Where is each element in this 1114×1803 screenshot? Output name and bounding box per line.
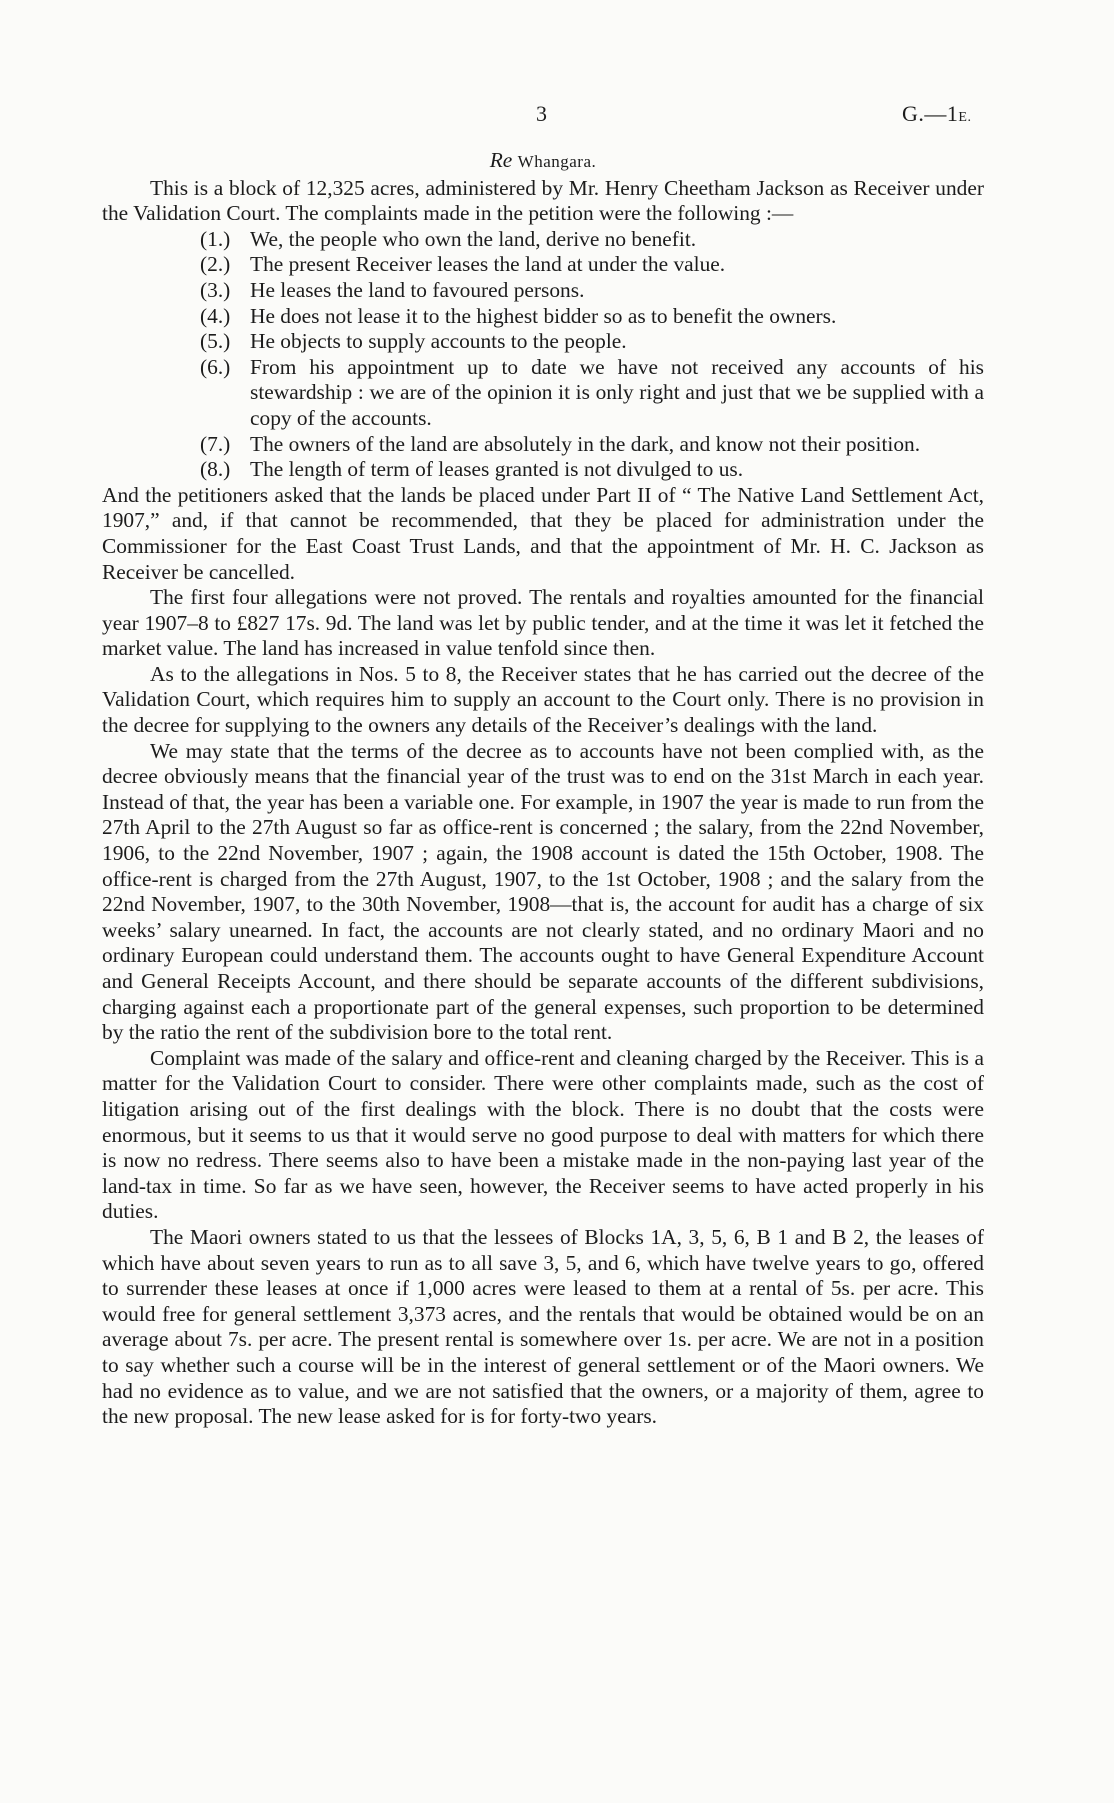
item-number: (6.) xyxy=(200,354,231,379)
reference-suffix: E. xyxy=(958,110,972,125)
list-item xyxy=(200,278,984,304)
item-number: (3.) xyxy=(200,277,231,302)
complaints-list xyxy=(102,227,984,483)
document-reference xyxy=(902,101,971,127)
item-number: (8.) xyxy=(200,457,231,482)
item-text: He does not lease it to the highest bidder so as to benefit the owners. xyxy=(250,303,837,328)
intro-paragraph: This is a block of 12,325 acres, administered by Mr. Henry Cheetham Jackson as Receiver under the Validation Court. The complaints made in the petition were the following :— xyxy=(102,175,984,226)
receiver-statement-paragraph: As to the allegations in Nos. 5 to 8, the Receiver states that he has carried out the decree of the Validation Court, which requires him to supply an account to the Court only. There is no provision in the decree for supplying to the owners any details of the Receiver’s dealings with the land. xyxy=(102,661,984,738)
accounts-paragraph: We may state that the terms of the decree as to accounts have not been complied with, as the decree obviously means that the financial year of the trust was to end on the 31st March in each year. Instead of that, the year has been a variable one. For example, in 1907 the year is made to run from the 27th April to the 27th August so far as office-rent is concerned ; the salary, from the 22nd November, 1906, to the 22nd November, 1907 ; again, the 1908 account is dated the 15th October, 1908. The office-rent is charged from the 27th August, 1907, to the 1st October, 1908 ; and the salary from the 22nd November, 1907, to the 30th November, 1908—that is, the account for audit has a charge of six weeks’ salary unearned. In fact, the accounts are not clearly stated, and no ordinary Maori and no ordinary European could understand them. The accounts ought to have General Expenditure Account and General Receipts Account, and there should be separate accounts of the different subdivisions, charging against each a proportionate part of the general expenses, such proportion to be determined by the ratio the rent of the subdivision bore to the total rent. xyxy=(102,738,984,1045)
item-text: We, the people who own the land, derive no benefit. xyxy=(250,226,697,251)
list-item xyxy=(200,432,984,458)
item-text: From his appointment up to date we have not received any accounts of his stewardship : we are of the opinion it is only right and just that we be supplied with a copy of the accounts. xyxy=(250,354,984,430)
list-item xyxy=(200,227,984,253)
list-item xyxy=(200,355,984,432)
item-number: (7.) xyxy=(200,431,231,456)
document-body xyxy=(102,148,984,1430)
item-text: He objects to supply accounts to the people. xyxy=(250,329,627,354)
list-item xyxy=(200,457,984,483)
item-text: The length of term of leases granted is not divulged to us. xyxy=(250,457,744,482)
petition-request-paragraph: And the petitioners asked that the lands be placed under Part II of “ The Native Land Settlement Act, 1907,” and, if that cannot be recommended, that they be placed for administration under the Commissioner for the East Coast Trust Lands, and that the appointment of Mr. H. C. Jackson as Receiver be cancelled. xyxy=(102,482,984,584)
item-number: (2.) xyxy=(200,252,231,277)
complaints-paragraph: Complaint was made of the salary and office-rent and cleaning charged by the Receiver. This is a matter for the Validation Court to consider. There were other complaints made, such as the cost of litigation arising out of the first dealings with the block. There is no doubt that the costs were enormous, but it seems to us that it would serve no good purpose to deal with matters for which there is now no redress. There seems also to have been a mistake made in the non-paying last year of the land-tax in time. So far as we have seen, however, the Receiver seems to have acted properly in his duties. xyxy=(102,1045,984,1224)
list-item xyxy=(200,329,984,355)
reference-main: G.—1 xyxy=(902,101,959,126)
item-number: (5.) xyxy=(200,329,231,354)
item-text: The present Receiver leases the land at under the value. xyxy=(250,252,726,277)
allegations-paragraph: The first four allegations were not proved. The rentals and royalties amounted for the financial year 1907–8 to £827 17s. 9d. The land was let by public tender, and at the time it was let it fetched the market value. The land has increased in value tenfold since then. xyxy=(102,585,984,661)
list-item xyxy=(200,252,984,278)
section-heading-name: Whangara. xyxy=(517,152,597,171)
section-heading-prefix: Re xyxy=(489,148,513,172)
page-number: 3 xyxy=(536,101,547,126)
item-number: (1.) xyxy=(200,226,231,251)
list-item xyxy=(200,304,984,330)
proposal-paragraph: The Maori owners stated to us that the lessees of Blocks 1A, 3, 5, 6, B 1 and B 2, the leases of which have about seven years to run as to all save 3, 5, and 6, which have twelve years to go, offered to surrender these leases at once if 1,000 acres were leased to them at a rental of 5s. per acre. This would free for general settlement 3,373 acres, and the rentals that would be obtained would be on an average about 7s. per acre. The present rental is somewhere over 1s. per acre. We are not in a position to say whether such a course will be in the interest of general settlement or of the Maori owners. We had no evidence as to value, and we are not satisfied that the owners, or a majority of them, agree to the new proposal. The new lease asked for is for forty-two years. xyxy=(102,1224,984,1429)
item-text: He leases the land to favoured persons. xyxy=(250,277,585,302)
section-heading xyxy=(102,148,984,175)
item-number: (4.) xyxy=(200,303,231,328)
item-text: The owners of the land are absolutely in the dark, and know not their position. xyxy=(250,431,921,456)
